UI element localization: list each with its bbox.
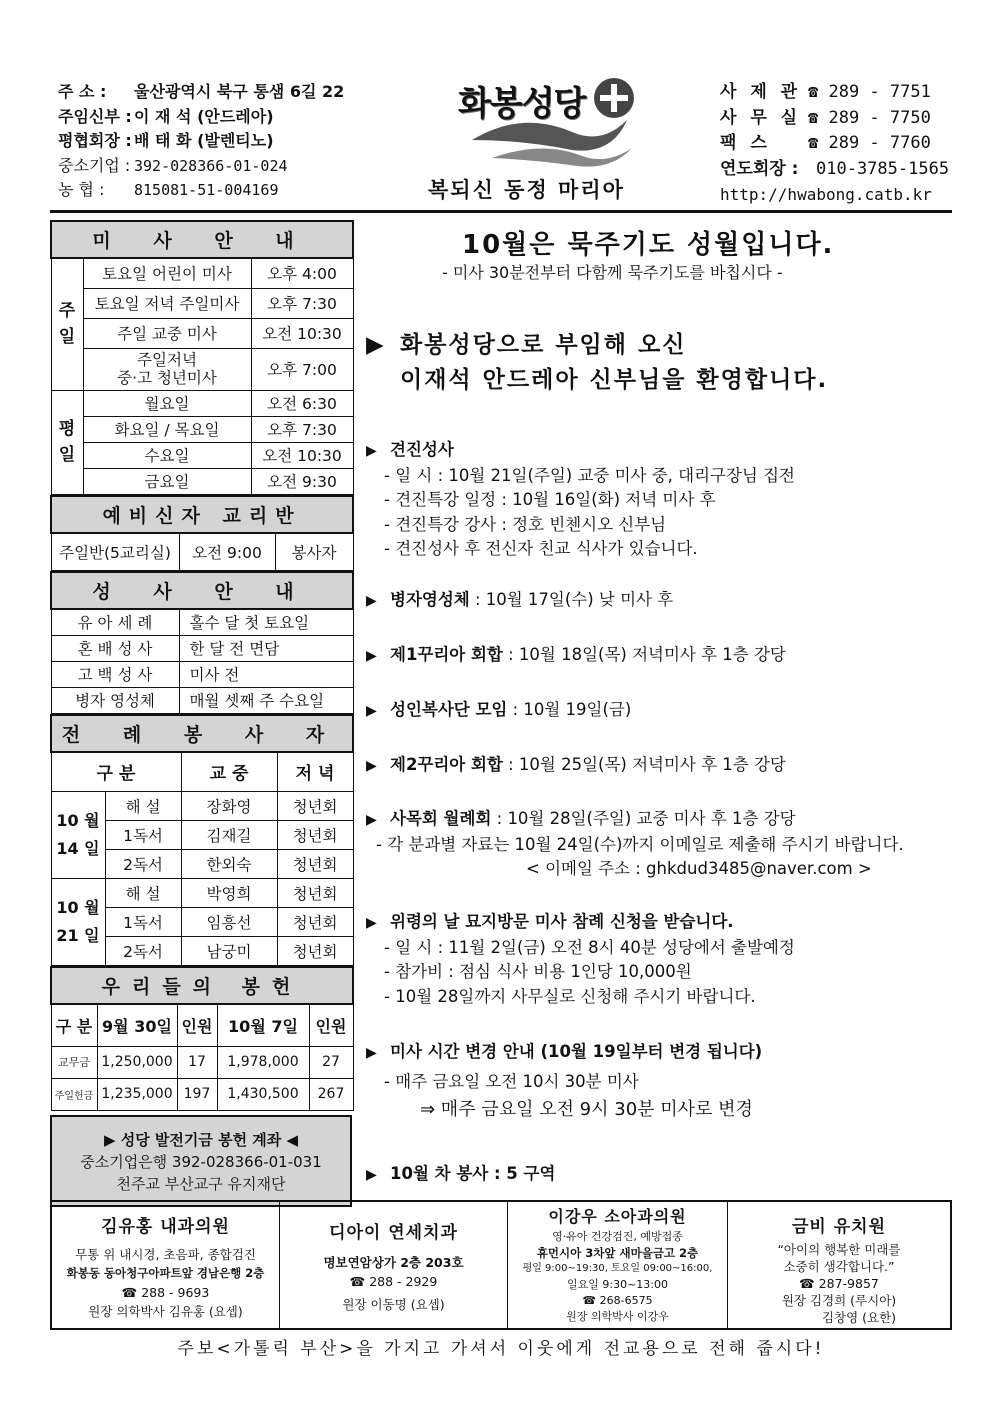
pastor-label: 주임신부 : <box>58 106 132 126</box>
arrow-icon: ▶ <box>366 812 377 828</box>
ad-name: 디아이 연세치과 <box>329 1223 458 1243</box>
offering-amount1: 1,250,000 <box>97 1046 177 1078</box>
catechism-table <box>50 495 354 572</box>
sacrament-detail: 한 달 전 면담 <box>179 635 353 661</box>
footer-note: 주보<가톨릭 부산>을 가지고 가셔서 이웃에게 전교용으로 전해 줍시다! <box>177 1339 825 1359</box>
offering-section-title: 우리들의 봉헌 <box>51 967 353 1004</box>
ad-line: 휴먼시아 3차앞 새마을금고 2층 <box>536 1246 699 1260</box>
offering-table <box>50 966 354 1111</box>
curia1-notice <box>366 643 786 669</box>
ad-line: 원장 이동명 (요셉) <box>342 1297 445 1312</box>
schedule-heading: 미사 시간 변경 안내 (10월 19일부터 변경 됩니다) <box>390 1042 763 1061</box>
sacrament-section-title: 성 사 안 내 <box>51 572 353 609</box>
offering-header-count2: 인원 <box>309 1004 353 1046</box>
arrow-icon: ▶ <box>366 1167 377 1183</box>
server-role: 해 설 <box>105 879 181 908</box>
offering-header-count1: 인원 <box>177 1004 217 1046</box>
arrow-icon: ▶ <box>366 703 377 719</box>
server-main: 김재길 <box>181 821 277 850</box>
pastoral-council-notice <box>366 807 904 882</box>
cemetery-heading: 위령의 날 묘지방문 미사 참례 신청을 받습니다. <box>390 912 734 931</box>
council-heading: 사목회 월례회 <box>390 809 492 828</box>
arrow-icon: ▶ <box>366 758 377 774</box>
welcome-notice <box>366 328 828 398</box>
ad-kindergarten <box>728 1202 950 1328</box>
server-main: 남궁미 <box>181 937 277 966</box>
confirmation-notice <box>366 438 795 562</box>
catechism-time: 오전 9:00 <box>179 533 275 571</box>
logo-title: 화봉성당 <box>458 84 586 124</box>
ibk-account-value: 392-028366-01-024 <box>134 156 288 175</box>
servers-section-title: 전 례 봉 사 자 <box>51 715 353 752</box>
church-logo <box>452 70 652 180</box>
header-info <box>58 80 388 203</box>
server-main: 한외숙 <box>181 850 277 879</box>
offering-amount2: 1,978,000 <box>217 1046 309 1078</box>
arrow-icon: ▶ <box>366 1045 377 1061</box>
ad-line: 소중히 생각합니다.” <box>783 1259 895 1274</box>
confirmation-line: - 견진특강 일정 : 10월 16일(화) 저녁 미사 후 <box>384 490 716 509</box>
fund-account: 중소기업은행 392-028366-01-031 <box>80 1152 322 1171</box>
confirmation-line: - 일 시 : 10월 21일(주일) 교중 미사 중, 대리구장님 집전 <box>384 465 795 485</box>
ad-line: 원장 의학박사 김유홍 (요셉) <box>88 1304 243 1319</box>
yeondo-label: 연도회장 : <box>720 158 799 179</box>
mass-name: 주일 교중 미사 <box>83 318 251 348</box>
server-evening: 청년회 <box>277 792 353 821</box>
ibk-account-label: 중소기업 : <box>58 155 131 175</box>
schedule-line-2: ⇒ 매주 금요일 오전 9시 30분 미사로 변경 <box>420 1099 753 1120</box>
mass-name: 월요일 <box>83 390 251 416</box>
yeondo-phone: 010-3785-1565 <box>816 158 950 179</box>
ad-pediatric-clinic <box>508 1202 728 1328</box>
rectory-label: 사 제 관 <box>720 82 802 102</box>
mass-time: 오후 4:00 <box>251 258 353 288</box>
confirmation-line: - 견진성사 후 전신자 친교 식사가 있습니다. <box>384 539 698 558</box>
curia1-heading: 제1꾸리아 회합 <box>390 645 503 664</box>
ad-phone: ☎ 288 - 9693 <box>121 1285 210 1300</box>
left-column <box>50 220 352 1207</box>
offering-amount2: 1,430,500 <box>217 1078 309 1110</box>
ad-line: 일요일 9:30~13:00 <box>567 1278 668 1291</box>
address-value: 울산광역시 북구 통샘 6길 22 <box>134 82 345 101</box>
confirmation-heading: 견진성사 <box>390 440 454 459</box>
logo-slogan: 복되신 동정 마리아 <box>428 178 625 202</box>
servers-date: 10 월 14 일 <box>51 792 105 879</box>
altar-servers-heading: 성인복사단 모임 <box>390 700 508 719</box>
address-row <box>58 80 388 105</box>
server-evening: 청년회 <box>277 908 353 937</box>
sacrament-detail: 미사 전 <box>179 661 353 687</box>
server-role: 1독서 <box>105 821 181 850</box>
page-title: 10월은 묵주기도 성월입니다. <box>462 230 835 260</box>
ad-phone: ☎ 287-9857 <box>799 1276 879 1291</box>
cemetery-line: - 10월 28일까지 사무실로 신청해 주시기 바랍니다. <box>384 986 756 1006</box>
sacrament-name: 고 백 성 사 <box>51 661 179 687</box>
service-heading: 10월 차 봉사 : 5 구역 <box>390 1164 556 1183</box>
mass-schedule-table <box>50 220 354 495</box>
cemetery-line: - 일 시 : 11월 2일(금) 오전 8시 40분 성당에서 출발예정 <box>384 937 795 957</box>
council-text: : 10월 28일(주일) 교중 미사 후 1층 강당 <box>491 809 796 828</box>
nh-account-row <box>58 178 388 203</box>
servers-date: 10 월 21 일 <box>51 879 105 966</box>
fax-label: 팩 스 <box>720 133 771 153</box>
sacrament-name: 유 아 세 례 <box>51 609 179 635</box>
server-role: 해 설 <box>105 792 181 821</box>
fund-holder: 천주교 부산교구 유지재단 <box>116 1174 286 1193</box>
sacrament-table <box>50 571 354 714</box>
council-president-row <box>58 129 388 154</box>
office-phone-row <box>720 106 960 132</box>
mass-time: 오전 6:30 <box>251 390 353 416</box>
ad-name: 김유홍 내과의원 <box>101 1217 230 1237</box>
development-fund-box <box>50 1115 352 1207</box>
server-main: 임흥선 <box>181 908 277 937</box>
schedule-line-1: - 매주 금요일 오전 10시 30분 미사 <box>384 1071 639 1091</box>
server-role: 2독서 <box>105 850 181 879</box>
website-row <box>720 182 960 208</box>
ad-phone: ☎ 268-6575 <box>582 1294 653 1307</box>
ad-line: 원장 김경희 (루시아) <box>781 1293 897 1308</box>
mass-section-title: 미 사 안 내 <box>51 221 353 258</box>
sick-communion-text: : 10월 17일(수) 낮 미사 후 <box>469 590 674 609</box>
ad-line: 원장 의학박사 이강우 <box>566 1310 669 1323</box>
offering-category: 교무금 <box>51 1046 97 1078</box>
sick-communion-heading: 병자영성체 <box>390 590 470 609</box>
ad-line: 평일 9:00~19:30, 토요일 09:00~16:00, <box>522 1263 713 1274</box>
ad-internal-clinic <box>52 1202 280 1328</box>
mass-time: 오전 10:30 <box>251 318 353 348</box>
ad-line: 무통 위 내시경, 초음파, 종합검진 <box>75 1247 256 1262</box>
offering-header-date2: 10월 7일 <box>217 1004 309 1046</box>
arrow-icon: ▶ <box>366 915 377 931</box>
mass-name: 토요일 어린이 미사 <box>83 258 251 288</box>
ad-name: 금비 유치원 <box>791 1217 887 1237</box>
liturgy-servers-table <box>50 714 354 967</box>
curia2-heading: 제2꾸리아 회합 <box>390 755 503 774</box>
sacrament-detail: 매월 셋째 주 수요일 <box>179 687 353 713</box>
ad-line: “아이의 행복한 미래를 <box>777 1242 901 1257</box>
cemetery-visit-notice <box>366 910 795 1009</box>
sunday-label: 주일 <box>51 258 83 390</box>
catechism-section-title: 예비신자 교리반 <box>51 496 353 533</box>
sacrament-name: 혼 배 성 사 <box>51 635 179 661</box>
welcome-line-1: 화봉성당으로 부임해 오신 <box>400 332 687 358</box>
nh-account-value: 815081-51-004169 <box>134 181 279 199</box>
catechism-volunteer: 봉사자 <box>275 533 353 571</box>
mass-time: 오후 7:30 <box>251 288 353 318</box>
ad-line: 영·유아 건강검진, 예방접종 <box>552 1230 683 1243</box>
offering-count2: 267 <box>309 1078 353 1110</box>
server-evening: 청년회 <box>277 937 353 966</box>
address-label: 주 소 : <box>58 82 107 101</box>
server-main: 박영희 <box>181 879 277 908</box>
ibk-account-row <box>58 154 388 179</box>
monthly-service-notice <box>366 1162 555 1188</box>
ad-line: 김창영 (요한) <box>821 1310 897 1325</box>
rectory-phone: ☎ 289 - 7751 <box>808 82 931 102</box>
offering-category: 주일헌금 <box>51 1078 97 1110</box>
pastor-value: 이 재 석 (안드레아) <box>134 106 274 126</box>
council-line: - 각 분과별 자료는 10월 24일(수)까지 이메일로 제출해 주시기 바랍니다. <box>376 834 904 854</box>
catechism-class: 주일반(5교리실) <box>51 533 179 571</box>
curia2-text: : 10월 25일(목) 저녁미사 후 1층 강당 <box>502 755 786 774</box>
pastor-row <box>58 105 388 130</box>
mass-time: 오전 10:30 <box>251 442 353 468</box>
nh-account-label: 농 협 : <box>58 180 105 199</box>
offering-header-category: 구 분 <box>51 1004 97 1046</box>
fax-number: ☎ 289 - 7760 <box>808 133 931 153</box>
council-email[interactable]: < 이메일 주소 : ghkdud3485@naver.com > <box>526 859 872 878</box>
ad-phone: ☎ 288 - 2929 <box>349 1274 438 1289</box>
server-evening: 청년회 <box>277 850 353 879</box>
offering-count1: 17 <box>177 1046 217 1078</box>
curia2-notice <box>366 753 786 779</box>
server-evening: 청년회 <box>277 821 353 850</box>
mass-time: 오전 9:30 <box>251 468 353 494</box>
confirmation-line: - 견진특강 강사 : 정호 빈첸시오 신부님 <box>384 514 667 534</box>
rectory-phone-row <box>720 80 960 106</box>
schedule-change-notice <box>366 1040 762 1123</box>
ad-line: 명보연암상가 2층 203호 <box>323 1255 464 1270</box>
sacrament-name: 병자 영성체 <box>51 687 179 713</box>
ad-line: 화봉동 동아청구아파트앞 경남은행 2층 <box>66 1266 265 1280</box>
header-divider <box>50 210 952 213</box>
offering-count2: 27 <box>309 1046 353 1078</box>
ad-name: 이강우 소아과의원 <box>548 1207 687 1226</box>
offering-header-date1: 9월 30일 <box>97 1004 177 1046</box>
office-phone: ☎ 289 - 7750 <box>808 107 931 128</box>
arrow-icon: ▶ <box>366 443 377 459</box>
offering-count1: 197 <box>177 1078 217 1110</box>
sacrament-detail: 홀수 달 첫 토요일 <box>179 609 353 635</box>
offering-amount1: 1,235,000 <box>97 1078 177 1110</box>
sponsor-ads <box>50 1200 952 1330</box>
contact-info <box>720 80 960 208</box>
sick-communion-notice <box>366 588 673 614</box>
server-evening: 청년회 <box>277 879 353 908</box>
welcome-line-2: 이재석 안드레아 신부님을 환영합니다. <box>400 367 829 393</box>
ad-dental-clinic <box>280 1202 508 1328</box>
yeondo-row <box>720 157 960 183</box>
mass-name: 주일저녁 중·고 청년미사 <box>83 348 251 390</box>
cemetery-line: - 참가비 : 점심 식사 비용 1인당 10,000원 <box>384 962 692 981</box>
server-role: 1독서 <box>105 908 181 937</box>
website-link[interactable]: http://hwabong.catb.kr <box>720 185 932 204</box>
council-president-label: 평협회장 : <box>58 131 132 150</box>
fund-title: ▶ 성당 발전기금 봉헌 계좌 ◀ <box>103 1130 299 1149</box>
page-subtitle: - 미사 30분전부터 다함께 묵주기도를 바칩시다 - <box>442 263 783 282</box>
office-label: 사 무 실 <box>720 107 802 128</box>
mass-name: 토요일 저녁 주일미사 <box>83 288 251 318</box>
mass-name: 화요일 / 목요일 <box>83 416 251 442</box>
servers-header-evening: 저 녁 <box>277 752 353 792</box>
arrow-icon: ▶ <box>366 332 386 358</box>
council-president-value: 배 태 화 (발렌티노) <box>134 131 274 150</box>
mass-name: 수요일 <box>83 442 251 468</box>
arrow-icon: ▶ <box>366 648 377 664</box>
server-role: 2독서 <box>105 937 181 966</box>
altar-servers-notice <box>366 698 631 724</box>
curia1-text: : 10월 18일(목) 저녁미사 후 1층 강당 <box>502 645 786 664</box>
server-main: 장화영 <box>181 792 277 821</box>
altar-servers-text: : 10월 19일(금) <box>507 700 632 719</box>
mass-time: 오후 7:00 <box>251 348 353 390</box>
servers-header-main: 교 중 <box>181 752 277 792</box>
mass-time: 오후 7:30 <box>251 416 353 442</box>
servers-header-category: 구 분 <box>51 752 181 792</box>
fax-row <box>720 131 960 157</box>
arrow-icon: ▶ <box>366 593 377 609</box>
weekday-label: 평일 <box>51 390 83 494</box>
mass-name: 금요일 <box>83 468 251 494</box>
